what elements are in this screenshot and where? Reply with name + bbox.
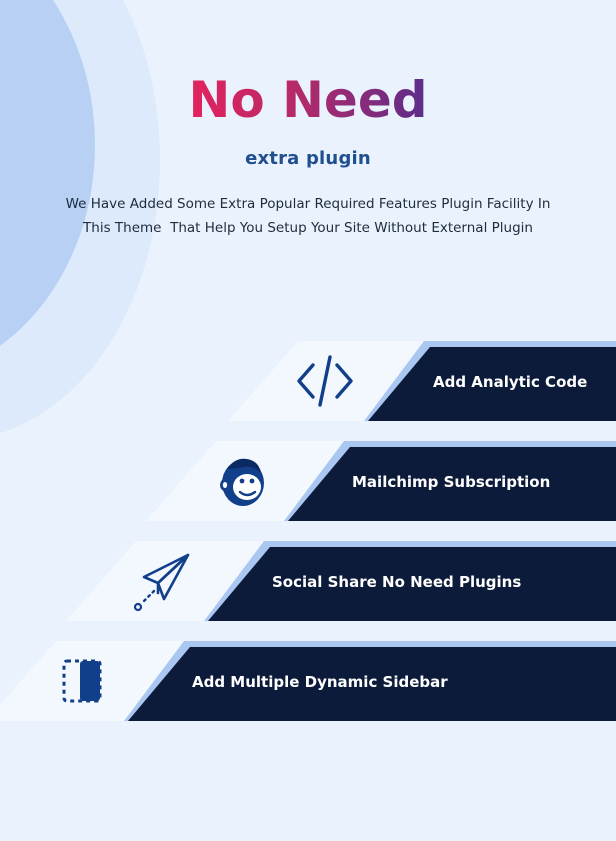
page-title: No Need bbox=[188, 71, 428, 129]
description-line-1: We Have Added Some Extra Popular Required Features Plugin Facility In bbox=[65, 196, 551, 212]
page-subtitle: extra plugin bbox=[245, 148, 371, 169]
mailchimp-icon bbox=[211, 449, 275, 513]
feature-row-sidebar bbox=[0, 641, 616, 721]
feature-label: Add Analytic Code bbox=[433, 373, 588, 391]
code-icon bbox=[293, 349, 357, 413]
paper-plane-icon bbox=[130, 549, 194, 613]
sidebar-icon bbox=[50, 649, 114, 713]
feature-label: Social Share No Need Plugins bbox=[272, 573, 522, 591]
feature-label: Mailchimp Subscription bbox=[352, 473, 551, 491]
feature-row-analytic bbox=[0, 341, 616, 421]
feature-row-social-share bbox=[0, 541, 616, 621]
feature-row-mailchimp bbox=[0, 441, 616, 521]
feature-label: Add Multiple Dynamic Sidebar bbox=[192, 673, 448, 691]
description-line-2: This Theme That Help You Setup Your Site Without External Plugin bbox=[83, 220, 533, 236]
description bbox=[40, 192, 576, 240]
